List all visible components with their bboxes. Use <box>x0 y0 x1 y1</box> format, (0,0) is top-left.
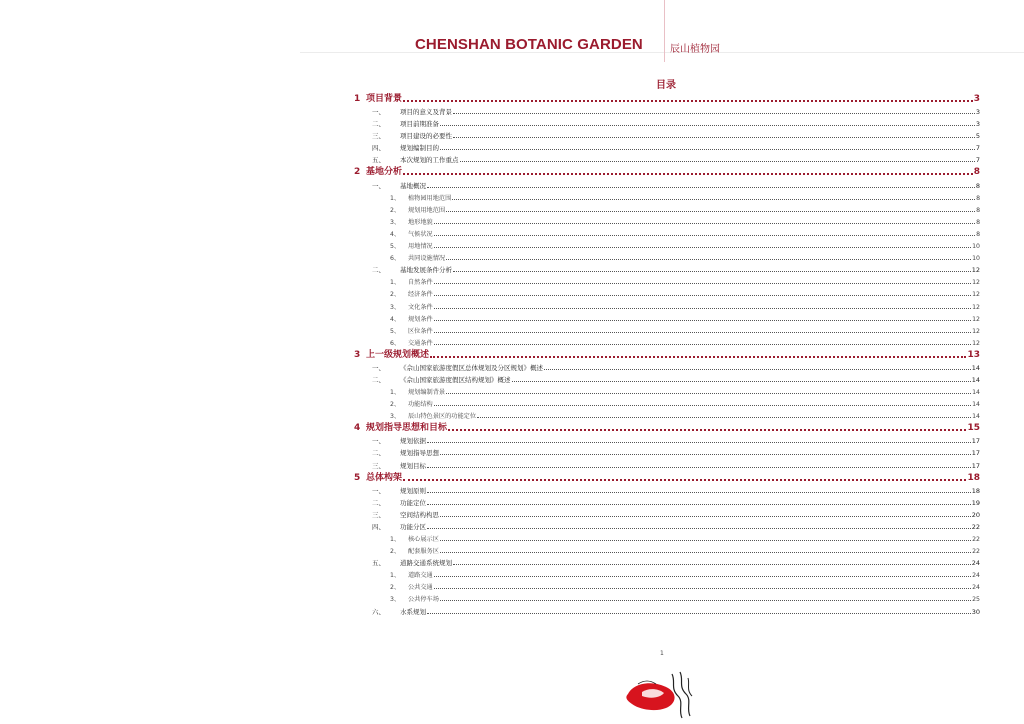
toc-entry-level-3[interactable] <box>354 274 980 286</box>
toc-entry-label: 用地情况 <box>408 243 433 251</box>
toc-entry-number: 1、 <box>390 536 401 543</box>
toc-dot-leader <box>440 551 971 553</box>
toc-entry-number: 二、 <box>372 375 385 384</box>
toc-dot-leader <box>427 527 971 529</box>
toc-entry-number: 5 <box>354 472 361 483</box>
toc-entry-label: 基地分析 <box>366 167 403 178</box>
toc-entry-level-1[interactable] <box>354 420 980 433</box>
toc-entry-page: 22 <box>971 522 980 531</box>
toc-entry-level-3[interactable] <box>354 396 980 408</box>
toc-entry-page: 3 <box>975 108 980 117</box>
toc-entry-level-3[interactable] <box>354 567 980 579</box>
toc-entry-level-3[interactable] <box>354 531 980 543</box>
toc-entry-label: 地形地貌 <box>408 218 433 226</box>
toc-entry-level-2[interactable] <box>354 177 980 189</box>
toc-dot-leader <box>440 599 971 601</box>
toc-entry-number: 二、 <box>372 498 385 507</box>
toc-entry-number: 1、 <box>390 194 401 202</box>
toc-entry-number: 2、 <box>390 401 401 409</box>
page-number: 1 <box>660 650 664 657</box>
toc-dot-leader <box>434 222 975 224</box>
toc-entry-page: 25 <box>972 596 980 604</box>
toc-entry-label: 规划依据 <box>400 437 426 446</box>
toc-dot-leader <box>427 441 971 443</box>
toc-dot-leader <box>446 392 971 394</box>
toc-entry-level-3[interactable] <box>354 591 980 603</box>
toc-entry-number: 2、 <box>390 291 401 299</box>
toc-entry-page: 8 <box>975 181 980 190</box>
toc-dot-leader <box>453 563 971 565</box>
toc-entry-page: 17 <box>971 437 980 446</box>
toc-entry-level-3[interactable] <box>354 226 980 238</box>
toc-entry-page: 7 <box>975 156 980 165</box>
toc-dot-leader <box>440 124 975 126</box>
toc-entry-label: 项目建设的必要性 <box>400 132 452 141</box>
toc-dot-leader <box>427 491 971 493</box>
toc-entry-level-2[interactable] <box>354 603 980 615</box>
toc-entry-number: 二、 <box>372 266 385 275</box>
toc-entry-level-2[interactable] <box>354 519 980 531</box>
toc-entry-page: 8 <box>976 218 980 226</box>
toc-entry-number: 六、 <box>372 607 385 616</box>
toc-entry-number: 三、 <box>372 461 385 470</box>
toc-entry-number: 3、 <box>390 218 401 226</box>
toc-dot-leader <box>512 380 971 382</box>
toc-entry-label: 上一级规划概述 <box>366 349 430 360</box>
toc-dot-leader <box>440 539 971 541</box>
toc-dot-leader <box>453 112 975 114</box>
toc-entry-page: 14 <box>971 375 980 384</box>
brand-title: CHENSHAN BOTANIC GARDEN <box>415 36 643 53</box>
toc-entry-label: 配套服务区 <box>408 548 439 556</box>
toc-entry-label: 项目背景 <box>366 94 403 104</box>
toc-dot-leader <box>427 186 975 188</box>
toc-entry-page: 22 <box>972 548 980 556</box>
toc-dot-leader <box>434 331 971 333</box>
toc-entry-page: 30 <box>971 607 980 616</box>
toc-entry-page: 18 <box>967 472 980 483</box>
toc-entry-page: 14 <box>972 389 980 397</box>
toc-entry-label: 自然条件 <box>408 279 433 287</box>
toc-entry-level-3[interactable] <box>354 311 980 323</box>
toc-entry-number: 2、 <box>390 584 401 592</box>
toc-entry-label: 《佘山国家旅游度假区结构规划》概述 <box>400 375 511 384</box>
toc-entry-number: 4 <box>354 423 361 434</box>
toc-entry-number: 3、 <box>390 413 401 421</box>
toc-entry-page: 8 <box>973 167 980 178</box>
toc-dot-leader <box>440 148 975 150</box>
garden-logo-icon <box>620 668 700 724</box>
toc-entry-level-3[interactable] <box>354 250 980 262</box>
toc-entry-label: 项目前期准备 <box>400 120 439 129</box>
toc-dot-leader <box>434 234 975 236</box>
toc-entry-page: 24 <box>972 584 980 592</box>
toc-entry-number: 一、 <box>372 108 385 117</box>
toc-entry-label: 公共停车场 <box>408 596 439 604</box>
toc-entry-page: 24 <box>972 572 980 580</box>
toc-entry-label: 公共交通 <box>408 584 433 592</box>
toc-entry-number: 一、 <box>372 181 385 190</box>
toc-entry-number: 五、 <box>372 156 385 165</box>
toc-entry-number: 2、 <box>390 548 401 556</box>
toc-entry-label: 道路交通 <box>408 572 433 580</box>
toc-entry-label: 经济条件 <box>408 291 433 299</box>
toc-dot-leader <box>434 307 971 309</box>
brand-title-cn: 辰山植物园 <box>670 44 720 55</box>
toc-entry-level-2[interactable] <box>354 457 980 469</box>
toc-entry-label: 规划编制背景 <box>408 389 446 397</box>
toc-entry-label: 功能结构 <box>408 401 433 409</box>
toc-entry-level-2[interactable] <box>354 140 980 152</box>
toc-dot-leader <box>434 282 971 284</box>
toc-title: 目录 <box>656 80 676 91</box>
toc-entry-page: 17 <box>971 461 980 470</box>
toc-entry-number: 6、 <box>390 255 401 263</box>
toc-entry-page: 12 <box>972 279 980 287</box>
toc-dot-leader <box>403 172 973 175</box>
toc-entry-level-2[interactable] <box>354 104 980 116</box>
toc-entry-page: 8 <box>976 194 980 202</box>
toc-entry-level-3[interactable] <box>354 408 980 420</box>
toc-entry-label: 区位条件 <box>408 327 433 335</box>
toc-dot-leader <box>453 270 971 272</box>
toc-entry-level-2[interactable] <box>354 262 980 274</box>
toc-entry-page: 20 <box>971 510 980 519</box>
toc-entry-label: 《佘山国家旅游度假区总体规划及分区规划》概述 <box>400 363 543 372</box>
toc-entry-number: 2 <box>354 167 361 178</box>
toc-entry-page: 8 <box>976 206 980 214</box>
toc-dot-leader <box>446 210 975 212</box>
toc-dot-leader <box>440 453 971 455</box>
toc-entry-page: 17 <box>971 449 980 458</box>
toc-entry-level-3[interactable] <box>354 190 980 202</box>
toc-dot-leader <box>434 294 971 296</box>
toc-entry-label: 规划原则 <box>400 486 426 495</box>
toc-entry-page: 5 <box>975 132 980 141</box>
toc-entry-level-2[interactable] <box>354 128 980 140</box>
toc-entry-number: 一、 <box>372 437 385 446</box>
toc-entry-level-1[interactable] <box>354 164 980 177</box>
toc-entry-number: 一、 <box>372 363 385 372</box>
toc-entry-number: 三、 <box>372 510 385 519</box>
toc-entry-label: 空间结构构思 <box>400 510 439 519</box>
toc-entry-label: 基地发展条件分析 <box>400 266 452 275</box>
toc-dot-leader <box>446 258 971 260</box>
toc-entry-page: 12 <box>972 303 980 311</box>
toc-entry-level-2[interactable] <box>354 445 980 457</box>
toc-entry-label: 项目的意义及背景 <box>400 108 452 117</box>
toc-entry-level-3[interactable] <box>354 214 980 226</box>
toc-entry-label: 文化条件 <box>408 303 433 311</box>
header-divider <box>664 0 665 62</box>
toc-entry-label: 本次规划的工作重点 <box>400 156 459 165</box>
toc-entry-level-2[interactable] <box>354 116 980 128</box>
toc-entry-number: 4、 <box>390 315 401 323</box>
toc-entry-page: 19 <box>971 498 980 507</box>
toc-entry-label: 水系规划 <box>400 607 426 616</box>
toc-entry-page: 12 <box>972 327 980 335</box>
toc-entry-number: 5、 <box>390 327 401 335</box>
toc-entry-label: 规划用地范围 <box>408 206 446 214</box>
toc-entry-level-2[interactable] <box>354 152 980 164</box>
toc-entry-number: 三、 <box>372 132 385 141</box>
toc-dot-leader <box>453 136 975 138</box>
toc-entry-page: 15 <box>967 423 980 434</box>
toc-entry-number: 二、 <box>372 120 385 129</box>
toc-entry-number: 2、 <box>390 206 401 214</box>
toc-entry-level-2[interactable] <box>354 372 980 384</box>
toc-dot-leader <box>427 503 971 505</box>
toc-entry-number: 1、 <box>390 279 401 287</box>
toc-entry-label: 总体构架 <box>366 472 403 483</box>
toc-entry-page: 12 <box>972 291 980 299</box>
toc-entry-label: 规划指导思想和目标 <box>366 423 448 434</box>
toc-entry-page: 8 <box>976 230 980 238</box>
toc-dot-leader <box>477 416 971 418</box>
toc-entry-label: 共同设施情况 <box>408 255 446 263</box>
toc-entry-level-3[interactable] <box>354 543 980 555</box>
toc-dot-leader <box>430 355 966 358</box>
toc-entry-label: 道路交通系统规划 <box>400 559 452 568</box>
toc-entry-label: 核心展示区 <box>408 536 439 543</box>
toc-entry-level-2[interactable] <box>354 483 980 495</box>
toc-entry-page: 12 <box>971 266 980 275</box>
toc-entry-number: 3、 <box>390 303 401 311</box>
toc-dot-leader <box>544 368 971 370</box>
toc-dot-leader <box>427 612 971 614</box>
toc-entry-page: 3 <box>973 94 980 104</box>
toc-entry-number: 1、 <box>390 389 401 397</box>
toc-entry-label: 气候状况 <box>408 230 433 238</box>
toc-entry-label: 植物园用地范围 <box>408 194 452 202</box>
toc-entry-number: 1 <box>354 94 361 104</box>
toc-entry-page: 22 <box>972 536 980 543</box>
toc-entry-number: 4、 <box>390 230 401 238</box>
toc-entry-level-3[interactable] <box>354 323 980 335</box>
toc-entry-page: 12 <box>972 339 980 347</box>
toc-entry-page: 10 <box>972 255 980 263</box>
toc-entry-level-2[interactable] <box>354 507 980 519</box>
toc-entry-label: 交通条件 <box>408 339 433 347</box>
header-rule <box>300 52 1024 53</box>
toc-entry-level-3[interactable] <box>354 286 980 298</box>
toc-entry-label: 规划指导思想 <box>400 449 439 458</box>
toc-dot-leader <box>460 160 975 162</box>
toc-entry-level-3[interactable] <box>354 238 980 250</box>
toc-entry-level-3[interactable] <box>354 384 980 396</box>
toc-entry-level-2[interactable] <box>354 360 980 372</box>
toc-entry-number: 五、 <box>372 559 385 568</box>
toc-entry-level-1[interactable] <box>354 347 980 360</box>
toc-entry-label: 功能分区 <box>400 522 426 531</box>
toc-entry-page: 12 <box>972 315 980 323</box>
table-of-contents <box>354 91 980 616</box>
toc-dot-leader <box>434 343 971 345</box>
toc-entry-page: 24 <box>971 559 980 568</box>
toc-entry-number: 二、 <box>372 449 385 458</box>
toc-entry-label: 规划目标 <box>400 461 426 470</box>
toc-entry-label: 辰山特色景区的功能定位 <box>408 413 477 421</box>
toc-entry-level-2[interactable] <box>354 555 980 567</box>
toc-entry-level-1[interactable] <box>354 470 980 483</box>
toc-dot-leader <box>452 198 975 200</box>
toc-entry-page: 7 <box>975 144 980 153</box>
toc-dot-leader <box>427 466 971 468</box>
toc-entry-number: 3、 <box>390 596 401 604</box>
toc-entry-level-1[interactable] <box>354 91 980 104</box>
toc-entry-number: 5、 <box>390 243 401 251</box>
toc-dot-leader <box>434 404 971 406</box>
toc-dot-leader <box>434 587 971 589</box>
toc-entry-page: 14 <box>972 413 980 421</box>
toc-entry-level-3[interactable] <box>354 298 980 310</box>
toc-dot-leader <box>434 575 971 577</box>
toc-entry-label: 规划编制目的 <box>400 144 439 153</box>
toc-entry-number: 四、 <box>372 144 385 153</box>
toc-entry-label: 规划条件 <box>408 315 433 323</box>
toc-dot-leader <box>403 99 973 102</box>
toc-dot-leader <box>434 319 971 321</box>
toc-entry-level-2[interactable] <box>354 433 980 445</box>
toc-entry-page: 10 <box>972 243 980 251</box>
toc-entry-page: 3 <box>975 120 980 129</box>
toc-dot-leader <box>440 515 971 517</box>
toc-entry-number: 四、 <box>372 522 385 531</box>
toc-entry-page: 18 <box>971 486 980 495</box>
toc-entry-number: 1、 <box>390 572 401 580</box>
toc-entry-number: 一、 <box>372 486 385 495</box>
toc-entry-level-3[interactable] <box>354 579 980 591</box>
toc-entry-level-2[interactable] <box>354 495 980 507</box>
toc-dot-leader <box>434 246 971 248</box>
toc-dot-leader <box>448 428 966 431</box>
toc-dot-leader <box>403 478 966 481</box>
toc-entry-level-3[interactable] <box>354 202 980 214</box>
toc-entry-level-3[interactable] <box>354 335 980 347</box>
toc-entry-number: 6、 <box>390 339 401 347</box>
toc-entry-label: 基地概况 <box>400 181 426 190</box>
toc-entry-page: 13 <box>967 349 980 360</box>
toc-entry-number: 3 <box>354 349 361 360</box>
toc-entry-label: 功能定位 <box>400 498 426 507</box>
toc-entry-page: 14 <box>971 363 980 372</box>
toc-entry-page: 14 <box>972 401 980 409</box>
